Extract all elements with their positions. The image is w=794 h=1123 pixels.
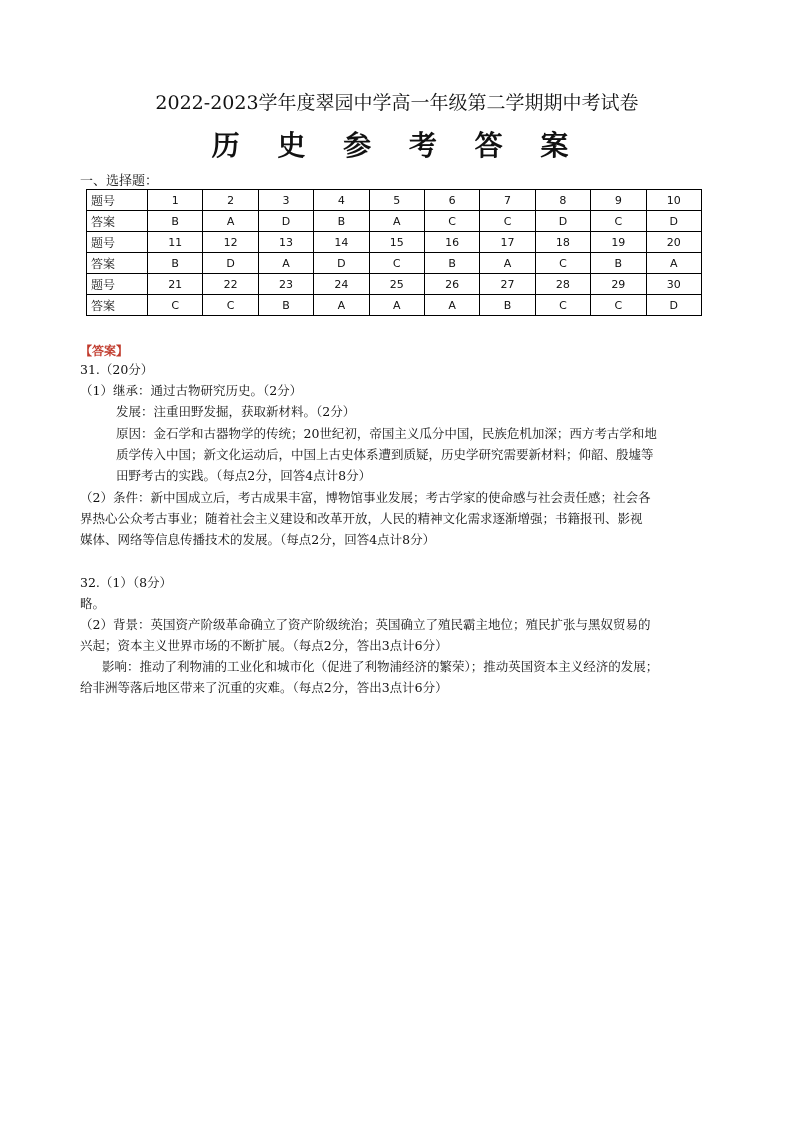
table-cell: B (591, 253, 646, 274)
section-heading-choice: 一、选择题： (80, 174, 159, 189)
table-cell: B (148, 211, 203, 232)
q31-part1: （1）继承：通过古物研究历史。（2分） (80, 383, 303, 398)
table-cell: C (480, 211, 535, 232)
table-cell: 17 (480, 232, 535, 253)
table-cell: D (646, 295, 701, 316)
table-cell: A (480, 253, 535, 274)
table-cell: 19 (591, 232, 646, 253)
table-cell: C (203, 295, 258, 316)
table-row (87, 190, 702, 211)
table-cell: 1 (148, 190, 203, 211)
table-cell: 12 (203, 232, 258, 253)
table-cell: 30 (646, 274, 701, 295)
table-cell: 15 (369, 232, 424, 253)
q31-title: 31.（20分） (80, 362, 154, 377)
table-cell: 14 (314, 232, 369, 253)
q32-title: 32.（1）（8分） (80, 575, 173, 590)
q31-development: 发展：注重田野发掘，获取新材料。（2分） (116, 404, 356, 419)
table-row (87, 211, 702, 232)
table-cell: C (424, 211, 479, 232)
table-cell: 18 (535, 232, 590, 253)
q32-impact-line1: 影响：推动了利物浦的工业化和城市化（促进了利物浦经济的繁荣）；推动英国资本主义经济的发展； (102, 659, 659, 674)
row-label: 答案 (87, 211, 148, 232)
q32-impact-line2: 给非洲等落后地区带来了沉重的灾难。（每点2分，答出3点计6分） (80, 680, 448, 695)
table-cell: C (535, 253, 590, 274)
table-cell: 20 (646, 232, 701, 253)
table-cell: 5 (369, 190, 424, 211)
table-cell: 24 (314, 274, 369, 295)
table-cell: 13 (258, 232, 313, 253)
table-cell: 7 (480, 190, 535, 211)
table-cell: A (369, 211, 424, 232)
table-cell: 8 (535, 190, 590, 211)
table-cell: A (203, 211, 258, 232)
table-cell: C (591, 295, 646, 316)
answer-tag: 【答案】 (80, 344, 129, 358)
table-cell: 26 (424, 274, 479, 295)
table-row (87, 295, 702, 316)
q31-reason-line2: 质学传入中国；新文化运动后，中国上古史体系遭到质疑，历史学研究需要新材料；仰韶、殷墟等 (116, 447, 654, 462)
table-cell: B (258, 295, 313, 316)
table-cell: A (646, 253, 701, 274)
table-cell: 29 (591, 274, 646, 295)
answer-table (86, 189, 702, 316)
row-label: 题号 (87, 190, 148, 211)
table-cell: D (203, 253, 258, 274)
q32-background-line2: 兴起；资本主义世界市场的不断扩展。（每点2分，答出3点计6分） (80, 638, 448, 653)
table-row (87, 232, 702, 253)
table-cell: 6 (424, 190, 479, 211)
table-cell: 21 (148, 274, 203, 295)
table-cell: 23 (258, 274, 313, 295)
table-cell: 25 (369, 274, 424, 295)
row-label: 答案 (87, 295, 148, 316)
row-label: 题号 (87, 274, 148, 295)
table-cell: C (535, 295, 590, 316)
table-cell: 16 (424, 232, 479, 253)
row-label: 题号 (87, 232, 148, 253)
table-cell: C (369, 253, 424, 274)
table-cell: B (424, 253, 479, 274)
table-cell: A (258, 253, 313, 274)
table-cell: 4 (314, 190, 369, 211)
table-cell: B (314, 211, 369, 232)
q32-part1: 略。 (80, 596, 106, 611)
table-cell: C (148, 295, 203, 316)
q31-part2-line3: 媒体、网络等信息传播技术的发展。（每点2分，回答4点计8分） (80, 532, 436, 547)
document-title: 历 史 参 考 答 案 (211, 129, 583, 162)
table-cell: 2 (203, 190, 258, 211)
table-cell: A (369, 295, 424, 316)
q31-part2-line2: 界热心公众考古事业；随着社会主义建设和改革开放，人民的精神文化需求逐渐增强；书籍报刊、影视 (80, 511, 643, 526)
q31-reason-line1: 原因：金石学和古器物学的传统；20世纪初，帝国主义瓜分中国，民族危机加深；西方考古学和地 (116, 426, 657, 441)
table-cell: B (480, 295, 535, 316)
table-cell: D (535, 211, 590, 232)
table-cell: 3 (258, 190, 313, 211)
table-cell: A (314, 295, 369, 316)
table-cell: D (314, 253, 369, 274)
table-cell: 28 (535, 274, 590, 295)
row-label: 答案 (87, 253, 148, 274)
table-cell: 27 (480, 274, 535, 295)
table-cell: C (591, 211, 646, 232)
table-cell: 9 (591, 190, 646, 211)
table-cell: 11 (148, 232, 203, 253)
q31-reason-line3: 田野考古的实践。（每点2分，回答4点计8分） (116, 468, 372, 483)
q31-part2-line1: （2）条件：新中国成立后，考古成果丰富，博物馆事业发展；考古学家的使命感与社会责任感；社会各 (80, 490, 651, 505)
table-row (87, 274, 702, 295)
table-cell: D (258, 211, 313, 232)
table-cell: B (148, 253, 203, 274)
q32-background-line1: （2）背景：英国资产阶级革命确立了资产阶级统治；英国确立了殖民霸主地位；殖民扩张与黑奴贸易的 (80, 617, 651, 632)
exam-title: 2022-2023学年度翠园中学高一年级第二学期期中考试卷 (155, 92, 639, 114)
table-cell: 22 (203, 274, 258, 295)
table-cell: D (646, 211, 701, 232)
table-cell: 10 (646, 190, 701, 211)
table-row (87, 253, 702, 274)
table-cell: A (424, 295, 479, 316)
